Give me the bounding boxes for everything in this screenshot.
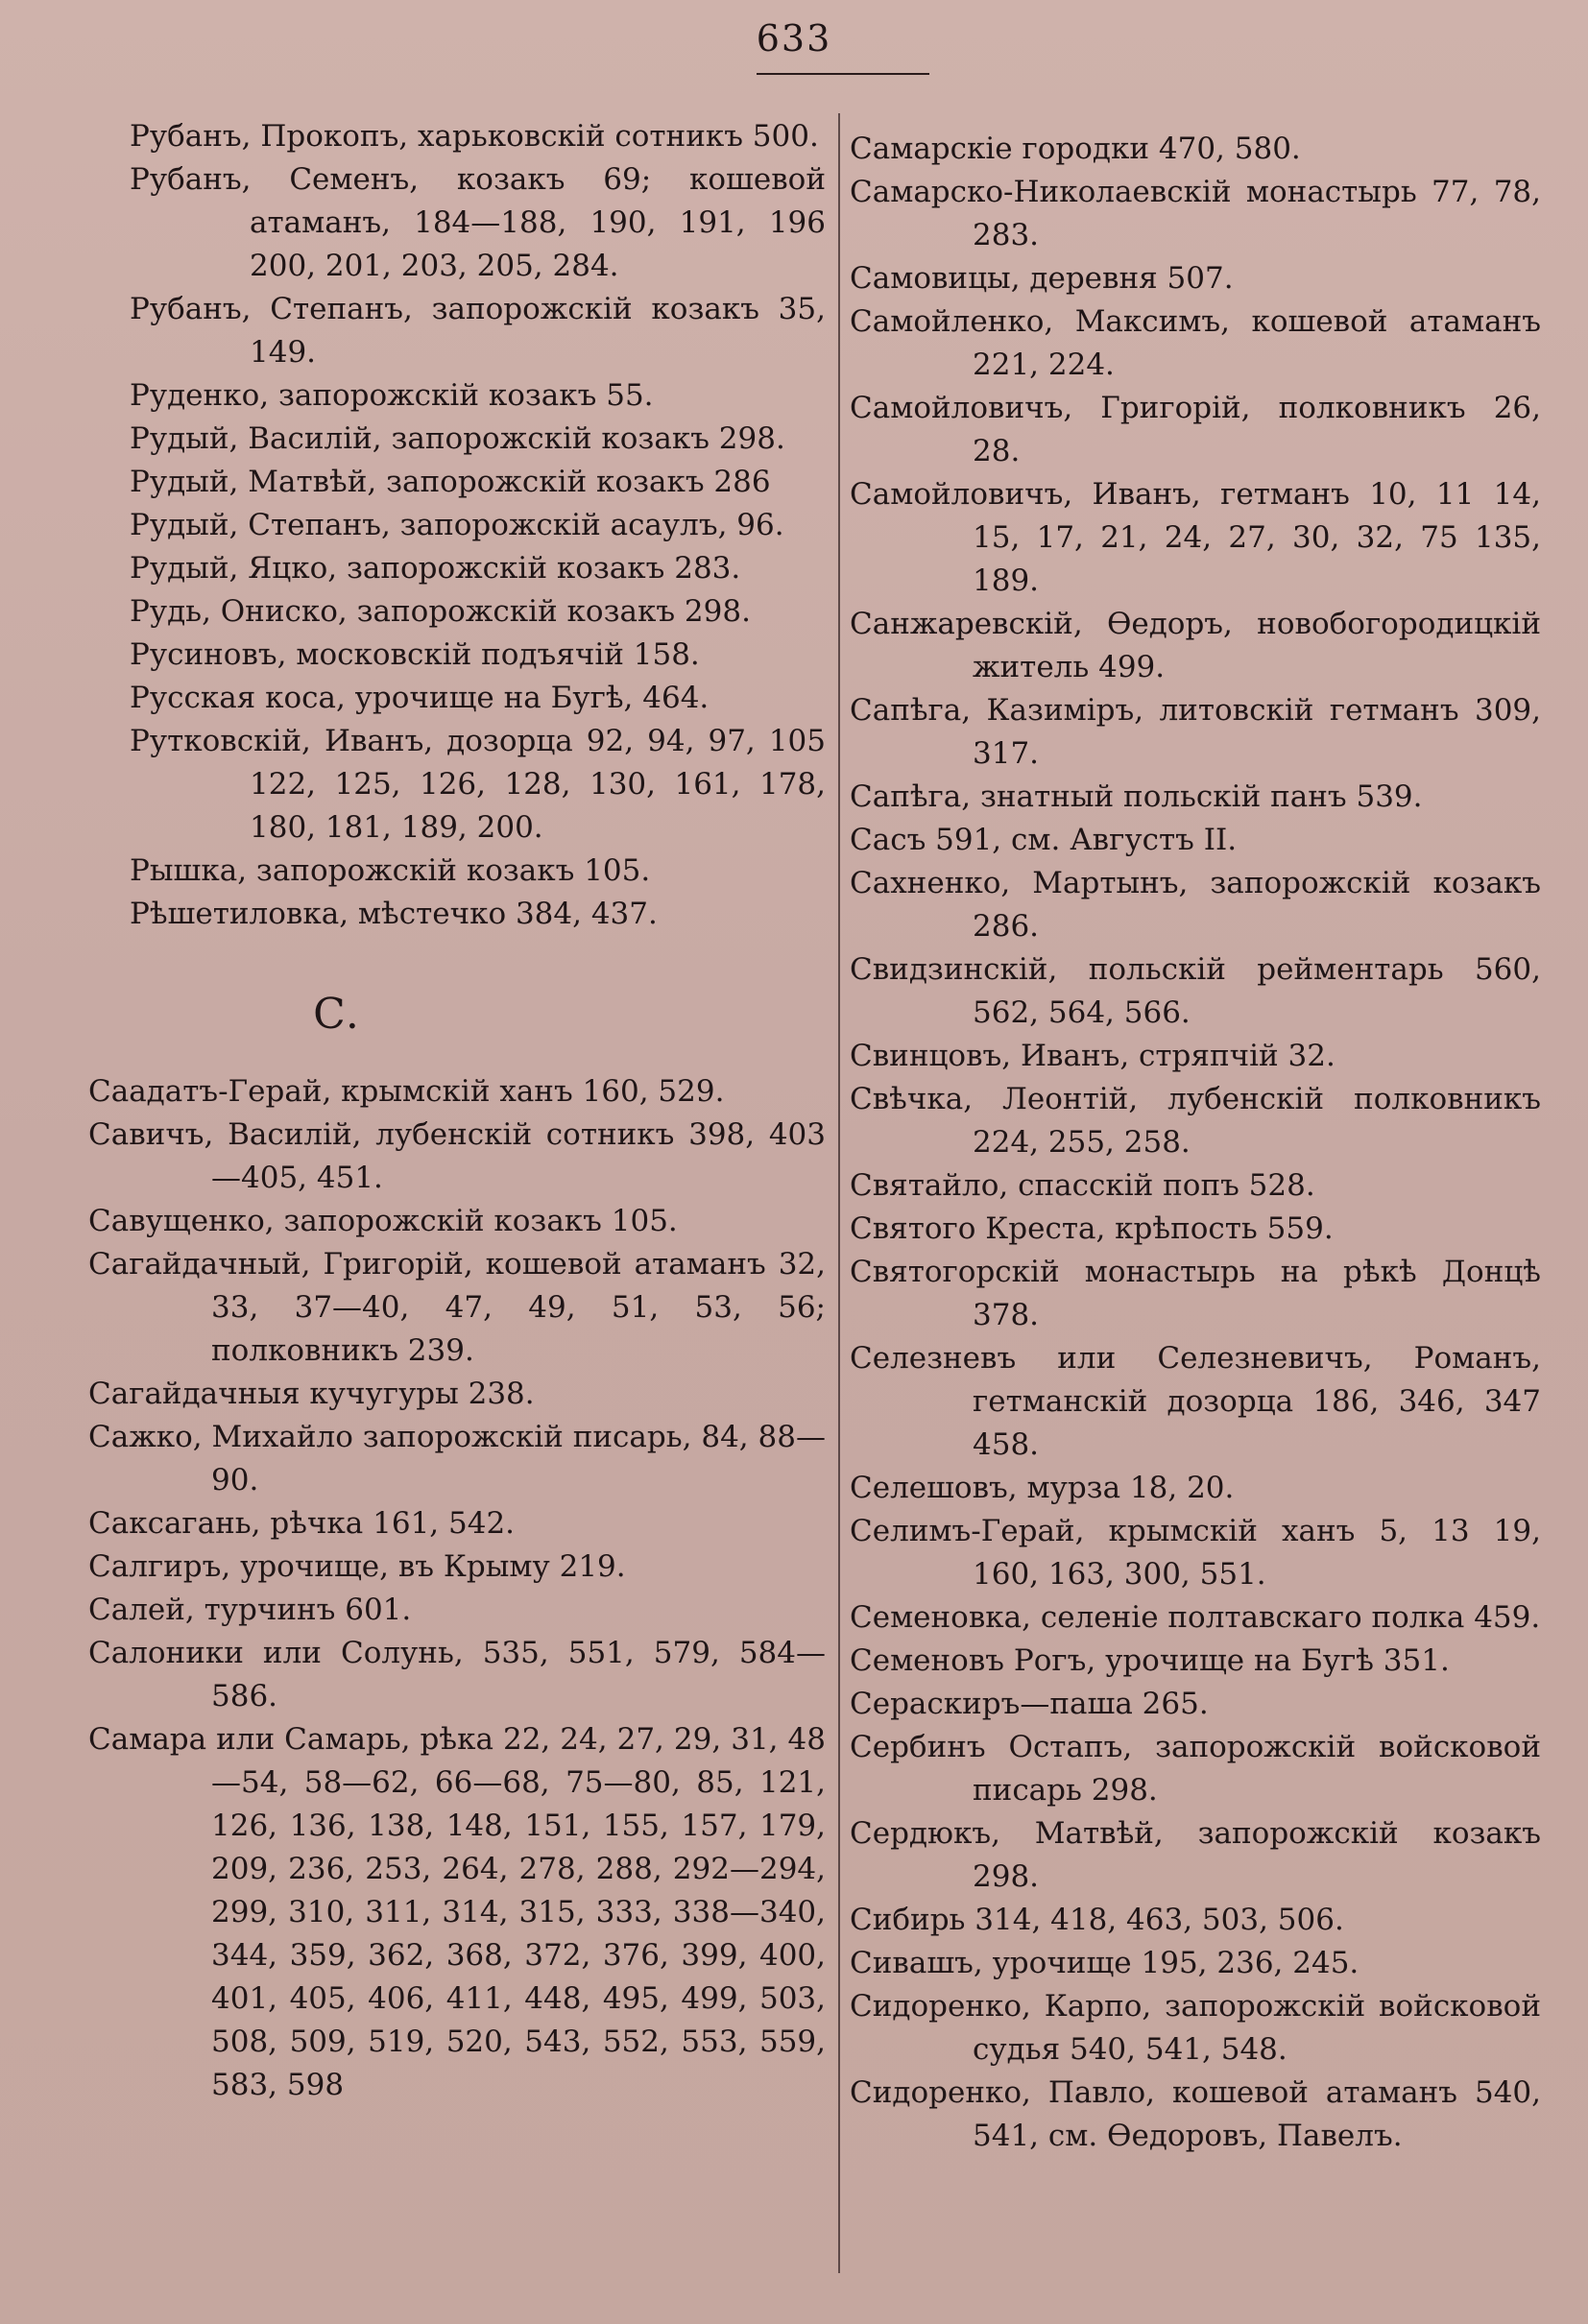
index-entry: Селимъ-Герай, крымскій ханъ 5, 13 19, 160, 163, 300, 551. — [850, 1514, 1541, 1592]
index-entry: Рубанъ, Семенъ, козакъ 69; кошевой атаманъ, 184—188, 190, 191, 196 200, 201, 203, 205, 284. — [130, 162, 826, 283]
index-entry: Салгиръ, урочище, въ Крыму 219. — [88, 1549, 626, 1584]
left-column — [88, 115, 826, 2107]
index-entry: Сидоренко, Павло, кошевой атаманъ 540, 541, см. Ѳедоровъ, Павелъ. — [850, 2075, 1541, 2153]
index-entry: Сибирь 314, 418, 463, 503, 506. — [850, 1903, 1344, 1937]
index-entry: Рутковскій, Иванъ, дозорца 92, 94, 97, 105 122, 125, 126, 128, 130, 161, 178, 180, 181, 189, 200. — [130, 724, 826, 845]
index-entry: Рубанъ, Степанъ, запорожскій козакъ 35, 149. — [130, 292, 826, 370]
index-entry: Русиновъ, московскій подъячій 158. — [130, 637, 700, 672]
index-entry: Салоники или Солунь, 535, 551, 579, 584—586. — [88, 1636, 826, 1713]
index-entry: Семеновъ Рогъ, урочище на Бугѣ 351. — [850, 1643, 1450, 1678]
index-entry: Рѣшетиловка, мѣстечко 384, 437. — [130, 897, 658, 931]
index-entry: Сераскиръ—паша 265. — [850, 1687, 1209, 1721]
page-number: 633 — [756, 17, 832, 60]
index-entry: Сидоренко, Карпо, запорожскій войсковой судья 540, 541, 548. — [850, 1989, 1541, 2067]
index-entry: Сагайдачныя кучугуры 238. — [88, 1377, 535, 1411]
index-entry: Рудый, Василій, запорожскій козакъ 298. — [130, 421, 785, 456]
section-r-entries — [96, 115, 826, 936]
index-entry: Рудый, Яцко, запорожскій козакъ 283. — [130, 551, 741, 586]
index-entry: Санжаревскій, Ѳедоръ, новобогородицкій житель 499. — [850, 607, 1541, 684]
index-entry: Святого Креста, крѣпость 559. — [850, 1211, 1334, 1246]
index-entry: Рышка, запорожскій козакъ 105. — [130, 853, 651, 888]
index-entry: Свинцовъ, Иванъ, стряпчій 32. — [850, 1039, 1335, 1073]
index-entry: Сивашъ, урочище 195, 236, 245. — [850, 1946, 1359, 1980]
section-s-entries — [88, 1070, 826, 2107]
index-entry: Салей, турчинъ 601. — [88, 1593, 412, 1627]
index-entry: Савущенко, запорожскій козакъ 105. — [88, 1204, 678, 1238]
index-entry: Самара или Самарь, рѣка 22, 24, 27, 29, 31, 48—54, 58—62, 66—68, 75—80, 85, 121, 126, 136, 138, 148, 151, 155, 157, 179, 209, 236, 253, 264, 278, 288, 292—294, 299, 310, 311, 314, 315, 333, 338—340, 344, 359, 362, 368, 372, 376, 399, 400, 401, 405, 406, 411, 448, 495, 499, 503, 508, 509, 519, 520, 543, 552, 553, 559, 583, 598 — [88, 1722, 826, 2102]
index-entry: Самарско-Николаевскій монастырь 77, 78, 283. — [850, 175, 1541, 252]
index-entry: Рудый, Степанъ, запорожскій асаулъ, 96. — [130, 508, 784, 542]
right-column — [850, 128, 1541, 2158]
index-entry: Сажко, Михайло запорожскій писарь, 84, 88—90. — [88, 1420, 826, 1497]
index-entry: Свѣчка, Леонтій, лубенскій полковникъ 224, 255, 258. — [850, 1082, 1541, 1160]
index-entry: Саадатъ-Герай, крымскій ханъ 160, 529. — [88, 1074, 725, 1109]
index-entry: Сердюкъ, Матвѣй, запорожскій козакъ 298. — [850, 1816, 1541, 1894]
index-entry: Селешовъ, мурза 18, 20. — [850, 1471, 1235, 1505]
index-entry: Святогорскій монастырь на рѣкѣ Донцѣ 378. — [850, 1255, 1541, 1332]
index-entry: Сагайдачный, Григорій, кошевой атаманъ 32, 33, 37—40, 47, 49, 51, 53, 56; полковникъ 239. — [88, 1247, 826, 1368]
index-entry: Сербинъ Остапъ, запорожскій войсковой писарь 298. — [850, 1730, 1541, 1808]
index-entry: Рубанъ, Прокопъ, харьковскій сотникъ 500. — [130, 119, 819, 154]
index-entry: Семеновка, селеніе полтавскаго полка 459. — [850, 1600, 1541, 1635]
index-entry: Сахненко, Мартынъ, запорожскій козакъ 286. — [850, 866, 1541, 944]
index-entry: Свидзинскій, польскій рейментарь 560, 562, 564, 566. — [850, 952, 1541, 1030]
index-entry: Святайло, спасскій попъ 528. — [850, 1168, 1315, 1203]
index-entry: Самойловичъ, Григорій, полковникъ 26, 28. — [850, 391, 1541, 468]
section-letter-heading: С. — [313, 990, 359, 1039]
index-entry: Сапѣга, Казиміръ, литовскій гетманъ 309, 317. — [850, 693, 1541, 771]
index-entry: Рудый, Матвѣй, запорожскій козакъ 286 — [130, 465, 771, 499]
index-entry: Селезневъ или Селезневичъ, Романъ, гетманскій дозорца 186, 346, 347 458. — [850, 1341, 1541, 1462]
index-entry: Самовицы, деревня 507. — [850, 261, 1234, 296]
column-divider — [838, 113, 840, 2273]
index-entry: Самарскіе городки 470, 580. — [850, 132, 1301, 166]
index-entry: Руденко, запорожскій козакъ 55. — [130, 378, 654, 413]
index-entry: Русская коса, урочище на Бугѣ, 464. — [130, 681, 710, 715]
index-entry: Самойловичъ, Иванъ, гетманъ 10, 11 14, 15, 17, 21, 24, 27, 30, 32, 75 135, 189. — [850, 477, 1541, 598]
index-entry: Сапѣга, знатный польскій панъ 539. — [850, 779, 1423, 814]
index-entry: Самойленко, Максимъ, кошевой атаманъ 221, 224. — [850, 304, 1541, 382]
index-entry: Сасъ 591, см. Августъ II. — [850, 823, 1238, 857]
index-entry: Саксагань, рѣчка 161, 542. — [88, 1506, 516, 1541]
page-number-rule — [757, 73, 929, 75]
index-entry: Рудь, Ониско, запорожскій козакъ 298. — [130, 594, 751, 629]
index-entry: Савичъ, Василій, лубенскій сотникъ 398, 403—405, 451. — [88, 1117, 826, 1195]
